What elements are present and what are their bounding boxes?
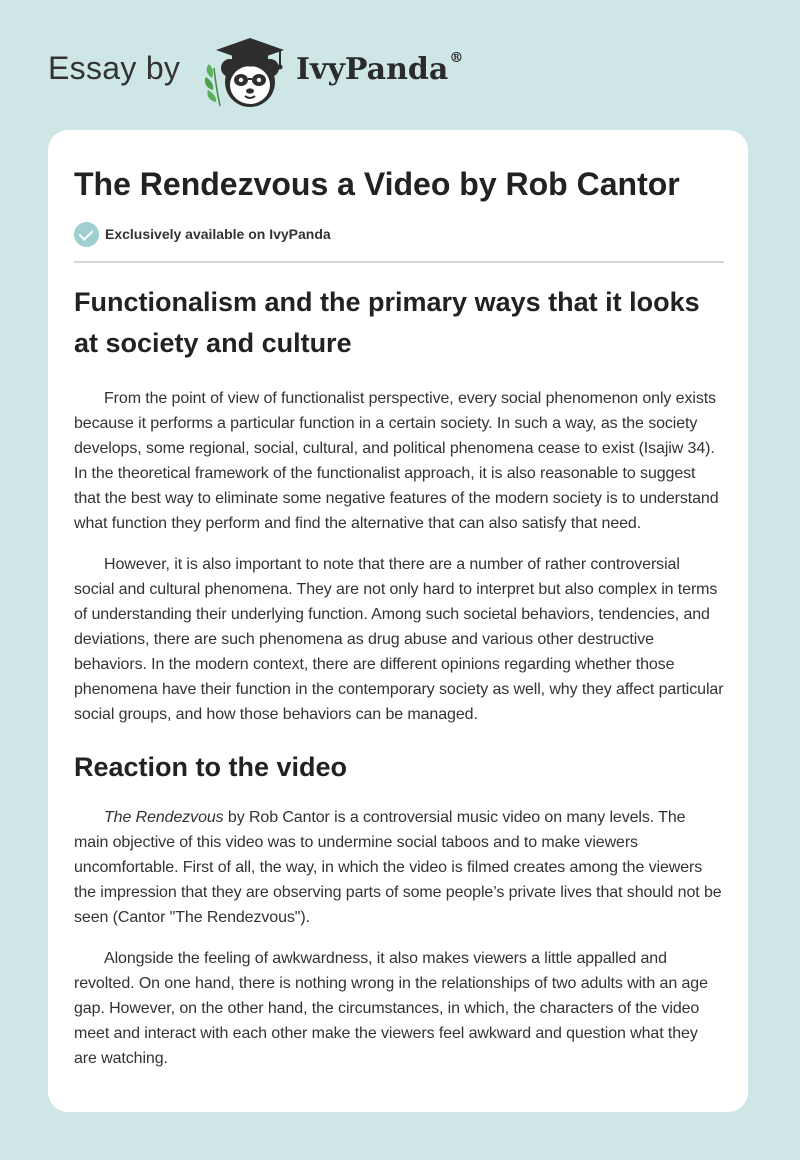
panda-graduate-icon[interactable] — [200, 32, 296, 112]
section-heading: Functionalism and the primary ways that it looks at society and culture — [74, 287, 700, 358]
title-divider — [74, 261, 724, 263]
exclusive-badge — [74, 221, 331, 247]
paragraph — [74, 805, 724, 930]
brand-label: IvyPanda — [296, 52, 449, 87]
section-heading: Reaction to the video — [74, 752, 348, 782]
essay-by-label: Essay by — [48, 50, 181, 86]
page-title: The Rendezvous a Video by Rob Cantor — [74, 166, 680, 202]
check-circle-icon — [74, 222, 99, 247]
paragraph: From the point of view of functionalist perspective, every social phenomenon only exists because it performs a particular function in a certain society. In such a way, as the society develops, some regional, social, cultural, and political phenomena cease to exist (Isajiw 34). In the theoretical framework of the functionalist approach, it is also reasonable to suggest that the best way to eliminate some negative features of the modern society is to understand what function they perform and find the alternative that can also satisfy that need. — [74, 390, 719, 532]
article-body — [74, 282, 724, 1071]
essay-card — [48, 130, 748, 1112]
paragraph-text: by Rob Cantor is a controversial music video on many levels. The main objective of this video was to undermine social taboos and to make viewers uncomfortable. First of all, the way, in which the video is filmed creates among the viewers the impression that they are observing parts of some people’s private lives that should not be seen (Cantor "The Rendezvous"). — [74, 809, 722, 926]
paragraph: Alongside the feeling of awkwardness, it also makes viewers a little appalled and revolted. On one hand, there is nothing wrong in the relationships of two adults with an age gap. However, on the other hand, the circumstances, in which, the characters of the video meet and interact with each other make the viewers feel awkward and question what they are watching. — [74, 950, 708, 1067]
paragraph: However, it is also important to note that there are a number of rather controversial social and cultural phenomena. They are not only hard to interpret but also complex in terms of understanding their underlying function. Among such societal behaviors, tendencies, and deviations, there are such phenomena as drug abuse and various other destructive behaviors. In the modern context, there are different opinions regarding whether those phenomena have their function in the contemporary society as well, why they affect particular social groups, and how those behaviors can be managed. — [74, 556, 724, 723]
brand-name[interactable] — [296, 52, 463, 87]
exclusive-label: Exclusively available on IvyPanda — [105, 226, 331, 242]
video-title: The Rendezvous — [104, 809, 224, 826]
site-header — [0, 0, 800, 128]
registered-mark: ® — [449, 50, 464, 66]
